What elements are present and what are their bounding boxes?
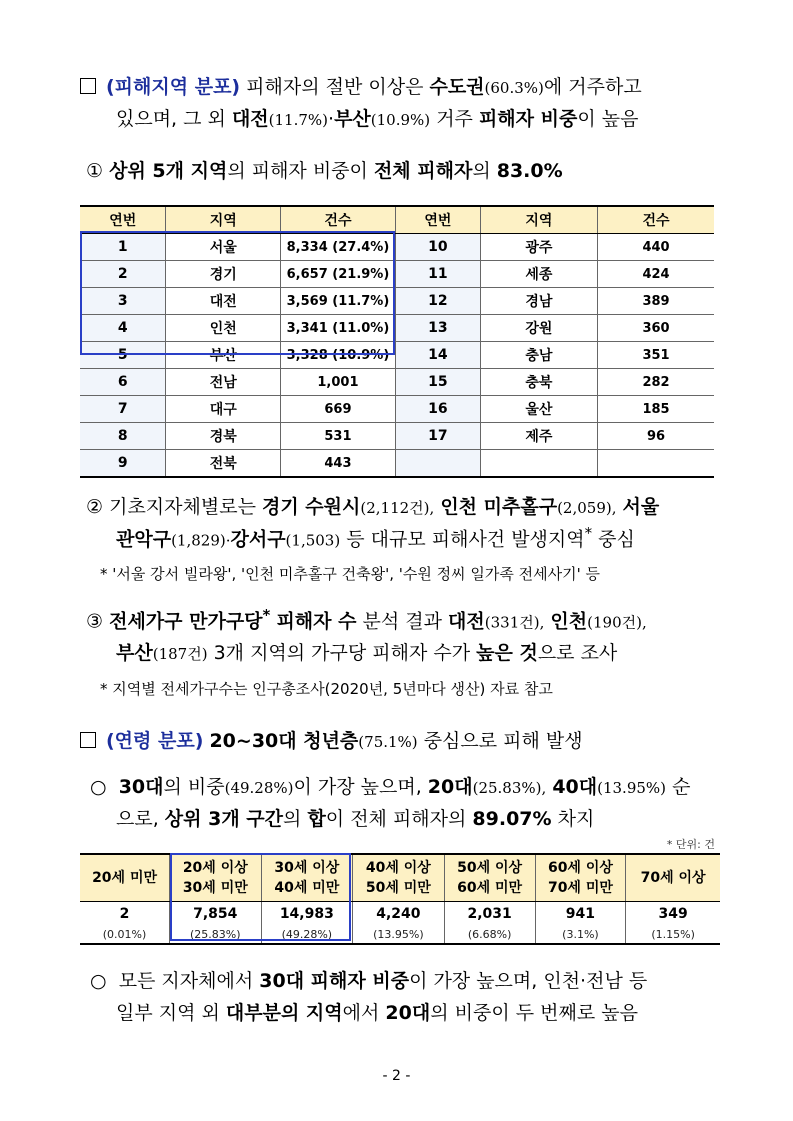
bullet-circle-icon: ○ bbox=[90, 776, 107, 798]
text: 전체 피해자 bbox=[373, 160, 473, 182]
point-2-line-2 bbox=[116, 524, 635, 551]
text: 83.0% bbox=[496, 160, 563, 182]
text: 상위 3개 구간 bbox=[164, 808, 284, 830]
text: 의 비중이 두 번째로 높음 bbox=[430, 1002, 638, 1024]
region-section-line-2 bbox=[116, 104, 638, 131]
text: 이 가장 높으며, bbox=[293, 776, 422, 798]
table-cell bbox=[598, 450, 714, 478]
percent-cell: (6.68%) bbox=[444, 925, 535, 944]
text: 피해자 비중 bbox=[478, 108, 578, 130]
column-header bbox=[444, 854, 535, 902]
text: 강서구 bbox=[230, 528, 286, 551]
point-3-line-1 bbox=[86, 606, 647, 633]
table-cell: 대구 bbox=[166, 396, 280, 423]
text: 의 bbox=[472, 160, 491, 182]
table-cell: 8 bbox=[80, 423, 166, 450]
text: 있으며, 그 외 bbox=[116, 108, 226, 130]
table-cell: 전북 bbox=[166, 450, 280, 478]
header-line: 70세 미만 bbox=[547, 880, 613, 896]
table-cell: 충북 bbox=[480, 369, 597, 396]
header-line: 40세 미만 bbox=[274, 880, 340, 896]
text: 대전 bbox=[448, 610, 485, 633]
text: 89.07% bbox=[472, 808, 552, 830]
table-row bbox=[80, 261, 714, 288]
column-header: 지역 bbox=[166, 206, 280, 234]
table-cell: 충남 bbox=[480, 342, 597, 369]
table-cell: 12 bbox=[395, 288, 480, 315]
text: · bbox=[328, 108, 335, 130]
table-cell: 광주 bbox=[480, 234, 597, 261]
text: (331건), bbox=[484, 613, 545, 632]
point-1 bbox=[86, 156, 563, 183]
table-cell: 3 bbox=[80, 288, 166, 315]
text: 거주 bbox=[436, 108, 473, 130]
text: 20~30대 청년층 bbox=[209, 730, 359, 752]
text: 인천 미추홀구 bbox=[440, 496, 558, 518]
table-cell: 96 bbox=[598, 423, 714, 450]
point-3-line-2 bbox=[116, 638, 617, 665]
table-cell: 6,657 (21.9%) bbox=[280, 261, 395, 288]
text: 서울 bbox=[622, 496, 660, 518]
table-cell: 8,334 (27.4%) bbox=[280, 234, 395, 261]
table-cell: 531 bbox=[280, 423, 395, 450]
text: 관악구 bbox=[116, 528, 172, 551]
text: 전세가구 만가구당 bbox=[109, 610, 263, 633]
table-cell: 14 bbox=[395, 342, 480, 369]
percent-cell: (1.15%) bbox=[626, 925, 720, 944]
header-line: 40세 이상 bbox=[365, 860, 431, 876]
table-cell: 185 bbox=[598, 396, 714, 423]
table-cell: 424 bbox=[598, 261, 714, 288]
table-row bbox=[80, 288, 714, 315]
header-line: 60세 이상 bbox=[547, 860, 613, 876]
table-cell: 경남 bbox=[480, 288, 597, 315]
header-line: 50세 이상 bbox=[457, 860, 523, 876]
text: 20대 bbox=[427, 776, 473, 798]
table-cell: 15 bbox=[395, 369, 480, 396]
region-section-tag: (피해지역 분포) bbox=[106, 76, 241, 98]
age-table bbox=[80, 853, 720, 945]
age-point-2-line-2 bbox=[116, 998, 638, 1025]
age-point-1-line-1 bbox=[90, 772, 690, 799]
text: 모든 지자체에서 bbox=[118, 970, 254, 992]
table-header-row bbox=[80, 854, 720, 902]
text: 기초지자체별로는 bbox=[109, 496, 256, 518]
text: 경기 수원시 bbox=[261, 496, 361, 518]
text: (1,829)· bbox=[171, 531, 231, 550]
age-point-2-line-1 bbox=[90, 966, 647, 993]
table-cell: 부산 bbox=[166, 342, 280, 369]
table-cell: 360 bbox=[598, 315, 714, 342]
text: (2,112건), bbox=[360, 499, 435, 517]
header-line: 20세 이상 bbox=[182, 860, 248, 876]
table-row bbox=[80, 342, 714, 369]
column-header: 건수 bbox=[280, 206, 395, 234]
table-row bbox=[80, 396, 714, 423]
table-cell: 강원 bbox=[480, 315, 597, 342]
text: 에 거주하고 bbox=[543, 76, 642, 98]
column-header bbox=[261, 854, 353, 902]
column-header bbox=[535, 854, 626, 902]
table-cell: 669 bbox=[280, 396, 395, 423]
table-row bbox=[80, 902, 720, 926]
table-cell: 인천 bbox=[166, 315, 280, 342]
table-cell: 2 bbox=[80, 261, 166, 288]
table-cell: 전남 bbox=[166, 369, 280, 396]
table-cell: 1,001 bbox=[280, 369, 395, 396]
value-cell: 941 bbox=[535, 902, 626, 926]
table-cell: 16 bbox=[395, 396, 480, 423]
table-row bbox=[80, 369, 714, 396]
text: 차지 bbox=[557, 808, 595, 830]
column-header: 연번 bbox=[395, 206, 480, 234]
text: (11.7%) bbox=[268, 111, 329, 129]
text: 일부 지역 외 bbox=[116, 1002, 220, 1024]
table-cell: 7 bbox=[80, 396, 166, 423]
text: (60.3%) bbox=[484, 79, 544, 97]
column-header bbox=[80, 854, 170, 902]
value-cell: 7,854 bbox=[170, 902, 261, 926]
table-cell: 443 bbox=[280, 450, 395, 478]
table-row bbox=[80, 423, 714, 450]
text: 으로 조사 bbox=[537, 642, 618, 664]
text: 중심 bbox=[598, 528, 635, 551]
table-cell: 울산 bbox=[480, 396, 597, 423]
table-cell: 5 bbox=[80, 342, 166, 369]
text: (190건), bbox=[587, 613, 647, 632]
table-cell: 389 bbox=[598, 288, 714, 315]
text: * bbox=[262, 606, 271, 624]
region-table bbox=[80, 205, 714, 478]
table-cell: 9 bbox=[80, 450, 166, 478]
table-cell: 3,341 (11.0%) bbox=[280, 315, 395, 342]
age-section-heading bbox=[80, 726, 583, 753]
table-cell: 3,569 (11.7%) bbox=[280, 288, 395, 315]
text: 40대 bbox=[552, 776, 598, 798]
region-section-line-1 bbox=[80, 72, 642, 99]
value-cell: 349 bbox=[626, 902, 720, 926]
table-cell: 440 bbox=[598, 234, 714, 261]
text: 분석 결과 bbox=[362, 610, 442, 633]
column-header: 연번 bbox=[80, 206, 166, 234]
table-row bbox=[80, 925, 720, 944]
table-header-row bbox=[80, 206, 714, 234]
percent-cell: (13.95%) bbox=[353, 925, 444, 944]
age-point-1-line-2 bbox=[116, 804, 594, 831]
text: 이 전체 피해자의 bbox=[325, 808, 467, 830]
table-cell: 282 bbox=[598, 369, 714, 396]
text: 순 bbox=[672, 776, 691, 798]
table-cell: 대전 bbox=[166, 288, 280, 315]
percent-cell: (25.83%) bbox=[170, 925, 261, 944]
text: (75.1%) bbox=[358, 733, 418, 751]
table-cell: 13 bbox=[395, 315, 480, 342]
value-cell: 2,031 bbox=[444, 902, 535, 926]
unit-note: * 단위: 건 bbox=[666, 838, 715, 851]
text: 대전 bbox=[231, 108, 269, 130]
text: 수도권 bbox=[429, 76, 485, 98]
text: (2,059), bbox=[557, 499, 617, 517]
table-cell: 경북 bbox=[166, 423, 280, 450]
text: 높은 것 bbox=[476, 642, 538, 664]
table-cell: 제주 bbox=[480, 423, 597, 450]
table-cell: 11 bbox=[395, 261, 480, 288]
table-cell: 3,328 (10.9%) bbox=[280, 342, 395, 369]
text: * bbox=[584, 524, 593, 542]
text: 피해자 수 bbox=[276, 610, 357, 633]
text: (25.83%), bbox=[472, 779, 547, 797]
value-cell: 14,983 bbox=[261, 902, 353, 926]
text: 등 대규모 피해사건 발생지역 bbox=[346, 528, 585, 551]
text: 중심으로 피해 발생 bbox=[423, 730, 583, 752]
text: 의 bbox=[283, 808, 302, 830]
page-number: - 2 - bbox=[382, 1068, 411, 1084]
text: (187건) bbox=[152, 645, 208, 663]
column-header: 건수 bbox=[598, 206, 714, 234]
table-row bbox=[80, 450, 714, 478]
column-header bbox=[353, 854, 444, 902]
table-row bbox=[80, 315, 714, 342]
header-line: 60세 미만 bbox=[457, 880, 523, 896]
value-cell: 4,240 bbox=[353, 902, 444, 926]
text: 30대 피해자 비중 bbox=[259, 970, 410, 992]
text: 30대 bbox=[118, 776, 164, 798]
text: 으로, bbox=[116, 808, 159, 830]
text: 부산 bbox=[334, 108, 371, 130]
bullet-circle-icon: ○ bbox=[90, 970, 107, 992]
table-cell bbox=[395, 450, 480, 478]
age-section-tag: (연령 분포) bbox=[106, 730, 204, 752]
circled-number: ③ bbox=[86, 610, 104, 633]
text: 에서 bbox=[342, 1002, 380, 1024]
table-cell bbox=[480, 450, 597, 478]
header-line: 30세 이상 bbox=[274, 860, 340, 876]
column-header: 지역 bbox=[480, 206, 597, 234]
percent-cell: (49.28%) bbox=[261, 925, 353, 944]
text: 상위 5개 지역 bbox=[109, 160, 228, 182]
text: 3개 지역의 가구당 피해자 수가 bbox=[213, 642, 471, 664]
checkbox-square-icon bbox=[80, 732, 96, 748]
text: 부산 bbox=[116, 642, 153, 664]
text: 대부분의 지역 bbox=[225, 1002, 343, 1024]
text: 의 비중 bbox=[163, 776, 225, 798]
circled-number: ② bbox=[86, 496, 104, 518]
text: (49.28%) bbox=[224, 779, 294, 797]
text: 피해자의 절반 이상은 bbox=[246, 76, 424, 98]
text: 20대 bbox=[385, 1002, 431, 1024]
table-cell: 세종 bbox=[480, 261, 597, 288]
table-cell: 서울 bbox=[166, 234, 280, 261]
text: (1,503) bbox=[285, 531, 341, 550]
table-cell: 경기 bbox=[166, 261, 280, 288]
text: (10.9%) bbox=[370, 111, 431, 129]
header-line: 70세 이상 bbox=[640, 870, 706, 886]
circled-number: ① bbox=[86, 160, 104, 182]
point-2-line-1 bbox=[86, 492, 659, 519]
table-cell: 4 bbox=[80, 315, 166, 342]
column-header bbox=[170, 854, 261, 902]
table-cell: 351 bbox=[598, 342, 714, 369]
table-cell: 17 bbox=[395, 423, 480, 450]
checkbox-square-icon bbox=[80, 78, 96, 94]
text: 이 높음 bbox=[577, 108, 639, 130]
footnote: * '서울 강서 빌라왕', '인천 미추홀구 건축왕', '수원 정씨 일가족 전세사기' 등 bbox=[100, 565, 600, 583]
percent-cell: (3.1%) bbox=[535, 925, 626, 944]
table-cell: 10 bbox=[395, 234, 480, 261]
text: (13.95%) bbox=[597, 779, 667, 797]
value-cell: 2 bbox=[119, 906, 130, 922]
table-cell: 6 bbox=[80, 369, 166, 396]
text: 인천 bbox=[550, 610, 588, 633]
table-cell: 1 bbox=[80, 234, 166, 261]
header-line: 20세 미만 bbox=[92, 870, 157, 886]
footnote: * 지역별 전세가구수는 인구총조사(2020년, 5년마다 생산) 자료 참고 bbox=[100, 680, 553, 698]
header-line: 30세 미만 bbox=[182, 880, 248, 896]
column-header bbox=[626, 854, 720, 902]
text: 합 bbox=[307, 808, 326, 830]
text: 의 피해자 비중이 bbox=[227, 160, 368, 182]
text: 이 가장 높으며, 인천·전남 등 bbox=[409, 970, 648, 992]
table-row bbox=[80, 234, 714, 261]
percent-cell: (0.01%) bbox=[80, 925, 170, 944]
header-line: 50세 미만 bbox=[365, 880, 431, 896]
